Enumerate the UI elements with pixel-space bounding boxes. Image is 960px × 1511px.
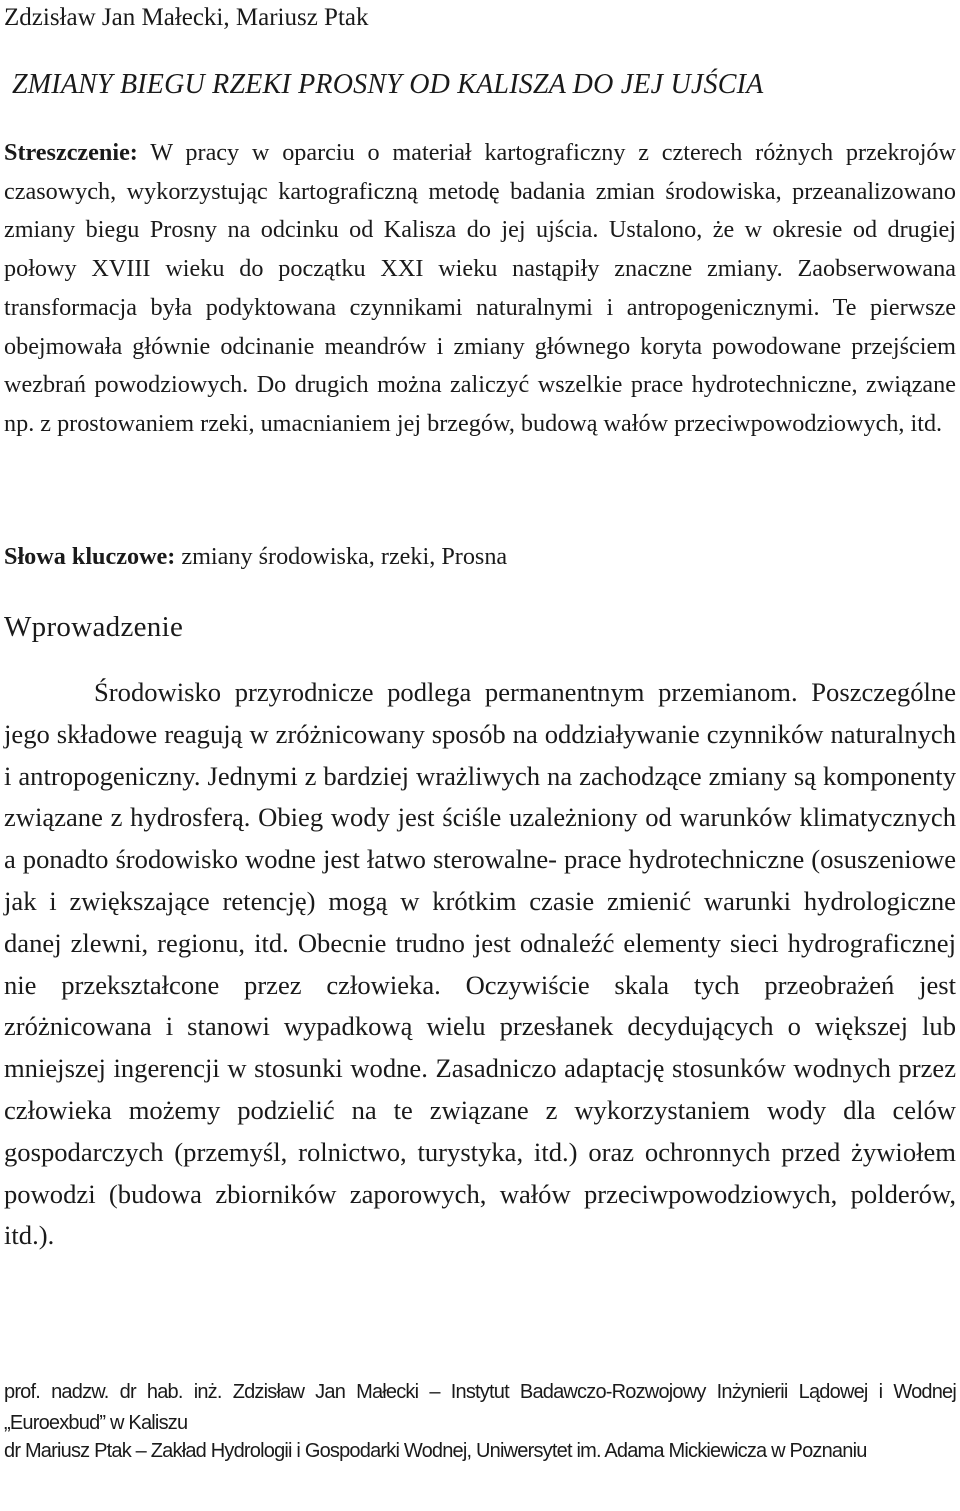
section-heading: Wprowadzenie [4, 611, 184, 643]
abstract-paragraph [4, 134, 956, 444]
paper-title: ZMIANY BIEGU RZEKI PROSNY OD KALISZA DO JEJ UJŚCIA [12, 69, 764, 100]
section-body-text: Środowisko przyrodnicze podlega permanentnym przemianom. Poszczególne jego składowe reagują w zróżnicowany sposób na oddziaływanie czynników naturalnych i antropogeniczny. Jednymi z bardziej wrażliwych na zachodzące zmiany są komponenty związane z hydrosferą. Obieg wody jest ściśle uzależniony od warunków klimatycznych a ponadto środowisko wodne jest łatwo sterowalne- prace hydrotechniczne (osuszeniowe jak i zwiększające retencję) mogą w krótkim czasie zmienić warunki hydrologiczne danej zlewni, regionu, itd. Obecnie trudno jest odnaleźć elementy sieci hydrograficznej nie przekształcone przez człowieka. Oczywiście skala tych przeobrażeń jest zróżnicowana i stanowi wypadkową wielu przesłanek decydujących o większej lub mniejszej ingerencji w stosunki wodne. Zasadniczo adaptację stosunków wodnych przez człowieka możemy podzielić na te związane z wykorzystaniem wody dla celów gospodarczych (przemyśl, rolnictwo, turystyka, itd.) oraz ochronnych przed żywiołem powodzi (budowa zbiorników zaporowych, wałów przeciwpowodziowych, polderów, itd.). [4, 677, 956, 1251]
footnote-affiliation-2: dr Mariusz Ptak – Zakład Hydrologii i Gospodarki Wodnej, Uniwersytet im. Adama Mickiewicza w Poznaniu [4, 1440, 867, 1462]
keywords-line [4, 542, 507, 572]
abstract-text: W pracy w oparciu o materiał kartograficzny z czterech różnych przekrojów czasowych, wykorzystując kartograficzną metodę badania zmian środowiska, przeanalizowano zmiany biegu Prosny na odcinku od Kalisza do jej ujścia. Ustalono, że w okresie od drugiej połowy XVIII wieku do początku XXI wieku nastąpiły znaczne zmiany. Zaobserwowana transformacja była podyktowana czynnikami naturalnymi i antropogenicznymi. Te pierwsze obejmowała głównie odcinanie meandrów i zmiany głównego koryta powodowane przejściem wezbrań powodziowych. Do drugich można zaliczyć wszelkie prace hydrotechniczne, związane np. z prostowaniem rzeki, umacnianiem jej brzegów, budową wałów przeciwpowodziowych, itd. [4, 139, 956, 437]
abstract-label: Streszczenie: [4, 139, 138, 166]
keywords-label: Słowa kluczowe: [4, 543, 176, 570]
keywords-text: zmiany środowiska, rzeki, Prosna [181, 543, 508, 570]
footnote-affiliation-1: prof. nadzw. dr hab. inż. Zdzisław Jan Małecki – Instytut Badawczo-Rozwojowy Inżynierii Lądowej i Wodnej „Euroexbud” w Kaliszu [4, 1381, 956, 1434]
authors-line: Zdzisław Jan Małecki, Mariusz Ptak [4, 4, 369, 31]
